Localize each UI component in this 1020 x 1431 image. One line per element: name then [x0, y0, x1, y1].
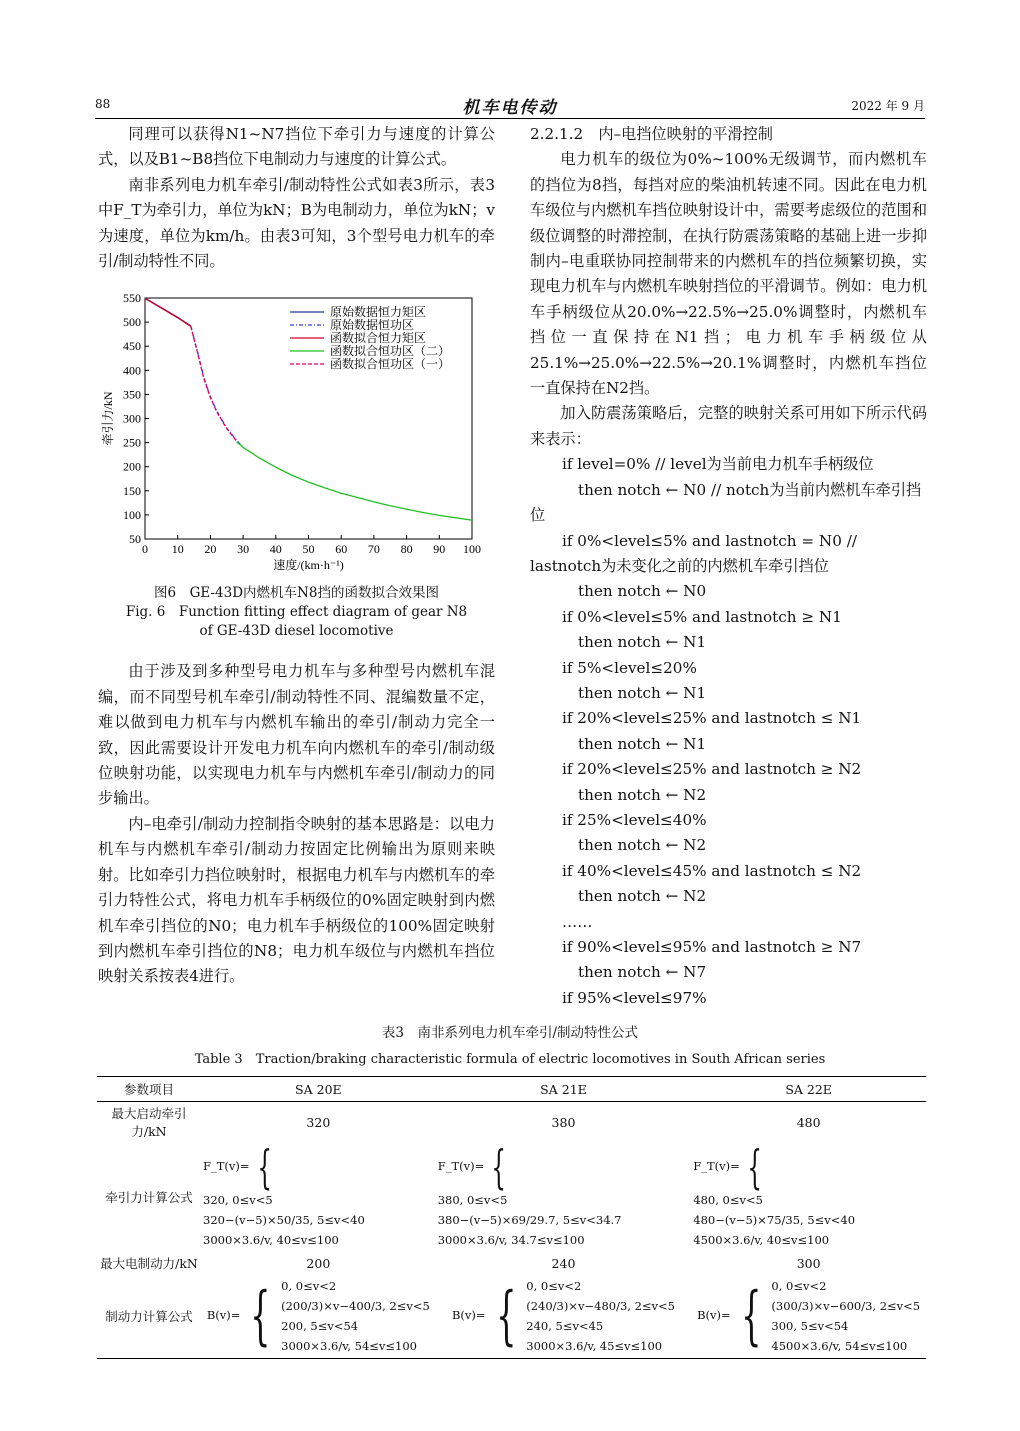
section-heading: 2.2.1.2 内–电挡位映射的平滑控制 [530, 125, 773, 143]
code-line: if 5%<level≤20% [562, 658, 697, 677]
table-header-row [97, 1077, 926, 1102]
formula-lhs: B(v)= [697, 1308, 731, 1322]
series-line [237, 442, 472, 521]
journal-title: 机车电传动 [462, 98, 558, 118]
code-line: then notch ← N1 [578, 633, 707, 652]
table-cell: 最大启动牵引力/kN [111, 1106, 187, 1139]
code-line: if 95%<level≤97% [562, 988, 707, 1007]
table-cell: 240 [551, 1255, 576, 1271]
x-tick-label: 70 [367, 542, 380, 557]
formula-line: 380−(v−5)×69/29.7, 5≤v<34.7 [437, 1213, 622, 1227]
table-cell: 200 [306, 1255, 331, 1271]
left-paragraph-4: 内–电牵引/制动力控制指令映射的基本思路是：以电力机车与内燃机车牵引/制动力按固定比例输出为原则来映射。比如牵引力挡位映射时，根据电力机车与内燃机车的牵引力特性公式，将电力机车手柄级位的0%固定映射到内燃机车牵引挡位的N0；电力机车手柄级位的100%固定映射到内燃机车牵引挡位的N8；电力机车级位与内燃机车挡位映射关系按表4进行。 [98, 814, 495, 986]
formula-line: 300, 5≤v<54 [771, 1319, 849, 1333]
y-tick-label: 450 [123, 339, 141, 354]
x-tick-label: 30 [237, 542, 250, 557]
table-row [97, 1142, 926, 1252]
table-row [97, 1274, 926, 1359]
code-line: if 20%<level≤25% and lastnotch ≥ N2 [562, 760, 862, 779]
code-line: then notch ← N2 [578, 887, 707, 906]
y-tick-label: 300 [123, 411, 141, 426]
formula-lhs: F_T(v)= [203, 1159, 250, 1173]
left-paragraph-3: 由于涉及到多种型号电力机车与多种型号内燃机车混编，而不同型号机车牵引/制动特性不同、混编数量不定，难以做到电力机车与内燃机车输出的牵引/制动力完全一致，因此需要设计开发电力机车向内燃机车的牵引/制动级位映射功能，以实现电力机车与内燃机车牵引/制动力的同步输出。 [98, 662, 495, 808]
formula-lhs: B(v)= [206, 1308, 241, 1322]
page-number: 88 [95, 97, 111, 111]
x-axis-label: 速度/(km·h⁻¹) [273, 558, 344, 573]
table-row [97, 1102, 926, 1143]
legend-label: 函数拟合恒功区（二） [330, 344, 451, 359]
formula-line: 240, 5≤v<45 [526, 1319, 604, 1333]
x-tick-label: 80 [400, 542, 413, 557]
formula-line: 320−(v−5)×50/35, 5≤v<40 [203, 1213, 365, 1227]
formula-line: 380, 0≤v<5 [437, 1193, 508, 1207]
code-line: then notch ← N2 [578, 785, 707, 804]
formula-line: 3000×3.6/v, 34.7≤v≤100 [437, 1233, 585, 1247]
left-column [98, 122, 495, 990]
code-line: then notch ← N0 // notch为当前内燃机车牵引挡位 [530, 480, 922, 525]
formula-lhs: B(v)= [451, 1308, 486, 1322]
table-cell: 牵引力计算公式 [105, 1190, 193, 1205]
table-cell: 320 [306, 1114, 331, 1130]
formula-line: 480−(v−5)×75/35, 5≤v<40 [693, 1213, 856, 1227]
right-column [530, 122, 927, 1011]
y-tick-label: 400 [123, 363, 141, 378]
table-header: 参数项目 [97, 1077, 201, 1102]
formula-cell: F_T(v)= { 320, 0≤v<5 320−(v−5)×50/35, 5≤v<40 3000×3.6/v, 40≤v≤100 [201, 1142, 436, 1252]
legend-label: 函数拟合恒力矩区 [330, 331, 427, 346]
y-tick-label: 350 [123, 387, 141, 402]
code-line: …… [562, 912, 593, 931]
formula-line: (240/3)×v−480/3, 2≤v<5 [526, 1299, 675, 1313]
y-tick-label: 500 [123, 315, 141, 330]
formula-cell: F_T(v)= { 380, 0≤v<5 380−(v−5)×69/29.7, 5≤v<34.7 3000×3.6/v, 34.7≤v≤100 [436, 1142, 692, 1252]
code-line: then notch ← N0 [578, 582, 707, 601]
formula-line: 0, 0≤v<2 [526, 1279, 582, 1293]
formula-line: 4500×3.6/v, 54≤v≤100 [771, 1339, 908, 1353]
series-line [145, 299, 191, 327]
legend-label: 函数拟合恒功区（一） [330, 357, 451, 372]
y-tick-label: 200 [123, 460, 141, 475]
table-caption-en: Table 3 Traction/braking characteristic formula of electric locomotives in South African series [194, 1052, 826, 1067]
formula-cell: F_T(v)= { 480, 0≤v<5 480−(v−5)×75/35, 5≤v<40 4500×3.6/v, 40≤v≤100 [691, 1142, 926, 1252]
y-tick-label: 150 [123, 484, 141, 499]
left-paragraph-2: 南非系列电力机车牵引/制动特性公式如表3所示，表3中F_T为牵引力，单位为kN；B为电制动力，单位为kN；v为速度，单位为km/h。由表3可知，3个型号电力机车的牵引/制动特性不同。 [98, 175, 495, 271]
formula-line: (300/3)×v−600/3, 2≤v<5 [771, 1299, 921, 1313]
code-line: if 90%<level≤95% and lastnotch ≥ N7 [562, 938, 862, 956]
formula-line: 4500×3.6/v, 40≤v≤100 [693, 1233, 830, 1247]
y-tick-label: 50 [129, 532, 141, 547]
x-tick-label: 90 [433, 542, 446, 557]
formula-line: (200/3)×v−400/3, 2≤v<5 [281, 1299, 430, 1313]
formula-line: 200, 5≤v<54 [281, 1319, 359, 1333]
right-paragraph-2: 加入防震荡策略后，完整的映射关系可用如下所示代码来表示： [530, 404, 927, 448]
formula-cell: B(v)= { 0, 0≤v<2 (300/3)×v−600/3, 2≤v<5 300, 5≤v<54 4500×3.6/v, 54≤v≤100 [691, 1274, 926, 1359]
formula-line: 0, 0≤v<2 [281, 1279, 337, 1293]
formula-line: 3000×3.6/v, 45≤v≤100 [526, 1339, 663, 1353]
y-tick-label: 100 [123, 508, 141, 523]
series-line [191, 326, 243, 447]
traction-chart [98, 288, 495, 578]
legend-label: 原始数据恒功区 [330, 318, 415, 333]
x-tick-label: 20 [204, 542, 217, 557]
x-tick-label: 60 [335, 542, 348, 557]
formula-line: 0, 0≤v<2 [771, 1279, 827, 1293]
header-rule [95, 118, 925, 119]
x-tick-label: 50 [302, 542, 315, 557]
x-tick-label: 10 [171, 542, 184, 557]
code-line: if level=0% // level为当前电力机车手柄级位 [562, 455, 874, 474]
table-row [97, 1252, 926, 1274]
table-cell: 最大电制动力/kN [100, 1256, 198, 1271]
table-cell: 制动力计算公式 [97, 1274, 201, 1359]
code-line: if 0%<level≤5% and lastnotch = N0 // lastnotch为未变化之前的内燃机车牵引挡位 [530, 531, 857, 575]
code-line: then notch ← N1 [578, 683, 707, 702]
formula-cell: B(v)= { 0, 0≤v<2 (240/3)×v−480/3, 2≤v<5 240, 5≤v<45 3000×3.6/v, 45≤v≤100 [436, 1274, 692, 1359]
figure-caption-en-2: of GE-43D diesel locomotive [199, 623, 394, 640]
y-tick-label: 250 [123, 436, 141, 451]
series-line [191, 327, 237, 442]
code-line: then notch ← N7 [578, 963, 707, 982]
table-cell: 300 [796, 1255, 821, 1271]
table-cell: 480 [796, 1114, 821, 1130]
table-caption-cn: 表3 南非系列电力机车牵引/制动特性公式 [381, 1025, 639, 1041]
code-line: if 0%<level≤5% and lastnotch ≥ N1 [562, 607, 842, 626]
table-cell: 380 [551, 1114, 576, 1130]
figure-6 [98, 288, 495, 578]
code-line: then notch ← N2 [578, 836, 707, 855]
table-3 [97, 1076, 926, 1359]
x-tick-label: 40 [269, 542, 282, 557]
x-tick-label: 100 [463, 542, 481, 557]
code-line: if 25%<level≤40% [562, 810, 707, 829]
formula-lhs: F_T(v)= [693, 1159, 740, 1173]
left-paragraph-1: 同理可以获得N1~N7挡位下牵引力与速度的计算公式，以及B1~B8挡位下电制动力与速度的计算公式。 [98, 125, 495, 169]
formula-line: 3000×3.6/v, 40≤v≤100 [203, 1233, 339, 1247]
y-tick-label: 550 [123, 291, 141, 306]
code-line: if 40%<level≤45% and lastnotch ≤ N2 [562, 861, 862, 880]
formula-line: 3000×3.6/v, 54≤v≤100 [281, 1339, 417, 1353]
formula-line: 480, 0≤v<5 [693, 1193, 763, 1207]
page-header [95, 95, 925, 117]
table-header: SA 22E [691, 1077, 926, 1102]
x-tick-label: 0 [142, 542, 148, 557]
right-paragraph-1: 电力机车的级位为0%~100%无级调节，而内燃机车的挡位为8挡，每挡对应的柴油机转速不同。因此在电力机车级位与内燃机车挡位映射设计中，需要考虑级位的范围和级位调整的时滞控制，在执行防震荡策略的基础上进一步抑制内–电重联协同控制带来的内燃机车的挡位频繁切换，实现电力机车与内燃机车映射挡位的平滑调节。例如：电力机车手柄级位从20.0%→22.5%→25.0%调整时，内燃机车挡位一直保持在N1挡；电力机车手柄级位从25.1%→25.0%→22.5%→20.1%调整时，内燃机车挡位一直保持在N2挡。 [530, 150, 927, 398]
figure-caption-cn: 图6 GE-43D内燃机车N8挡的函数拟合效果图 [154, 585, 439, 602]
formula-line: 320, 0≤v<5 [203, 1193, 273, 1207]
code-line: then notch ← N1 [578, 734, 707, 753]
legend-label: 原始数据恒力矩区 [330, 305, 427, 320]
formula-lhs: F_T(v)= [437, 1159, 485, 1173]
figure-caption-en-1: Fig. 6 Function fitting effect diagram of gear N8 [125, 604, 468, 621]
table-header: SA 20E [201, 1077, 436, 1102]
y-axis-label: 牵引力/kN [101, 391, 115, 446]
issue-date: 2022 年 9 月 [851, 99, 925, 113]
code-line: if 20%<level≤25% and lastnotch ≤ N1 [562, 709, 862, 728]
table-header: SA 21E [436, 1077, 692, 1102]
formula-cell: B(v)= { 0, 0≤v<2 (200/3)×v−400/3, 2≤v<5 200, 5≤v<54 3000×3.6/v, 54≤v≤100 [201, 1274, 436, 1359]
